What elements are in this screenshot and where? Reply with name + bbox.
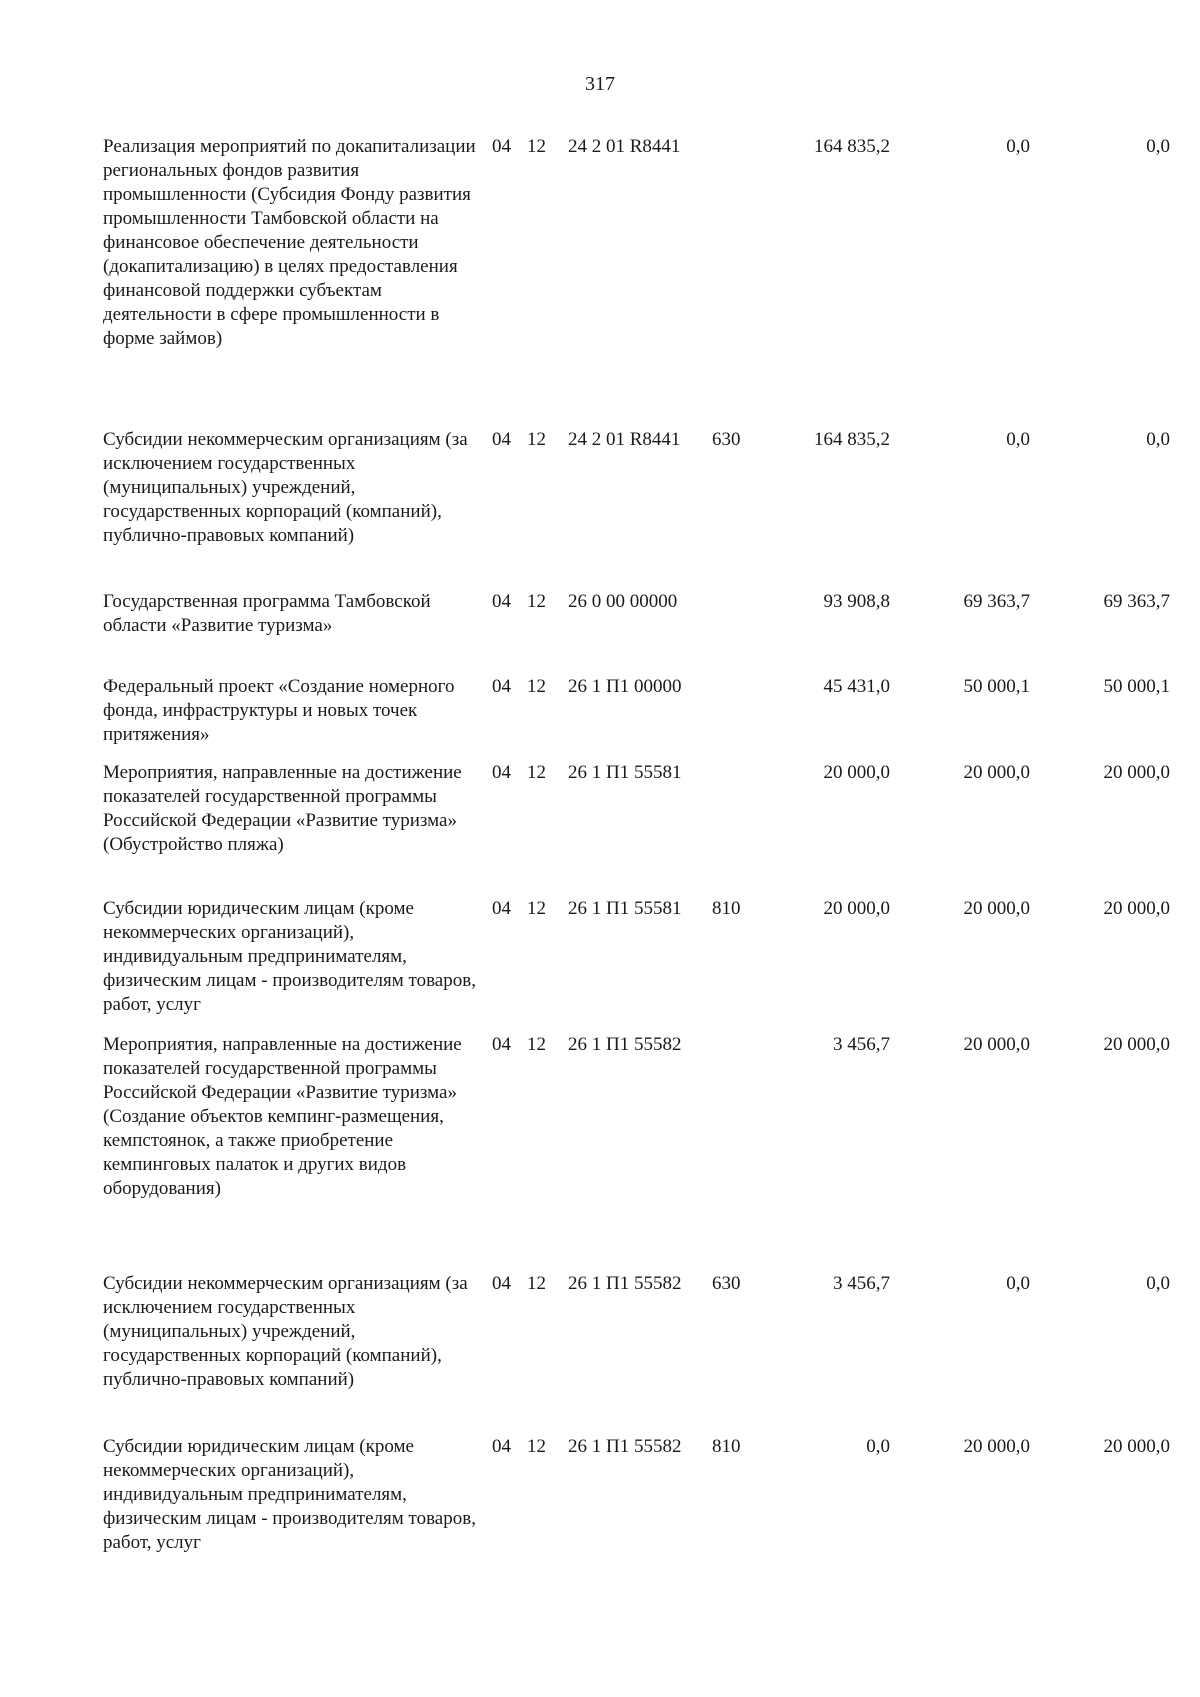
target-article-code: 26 1 П1 00000 [568,676,682,697]
section-code: 04 [492,676,511,697]
section-code: 04 [492,1436,511,1457]
subsection-code: 12 [527,1034,546,1055]
subsection-code: 12 [527,676,546,697]
amount-year-1: 3 456,7 [833,1273,890,1294]
amount-year-1: 164 835,2 [814,136,890,157]
expense-type-code: 810 [712,1436,741,1457]
amount-year-3: 20 000,0 [1103,762,1170,783]
expense-type-code: 810 [712,898,741,919]
section-code: 04 [492,591,511,612]
subsection-code: 12 [527,762,546,783]
expense-type-code: 630 [712,1273,741,1294]
target-article-code: 26 0 00 00000 [568,591,678,612]
row-description: Государственная программа Тамбовской области «Развитие туризма» [103,591,431,636]
subsection-code: 12 [527,898,546,919]
amount-year-2: 0,0 [1006,429,1030,450]
target-article-code: 26 1 П1 55582 [568,1034,682,1055]
target-article-code: 26 1 П1 55581 [568,762,682,783]
section-code: 04 [492,136,511,157]
amount-year-1: 3 456,7 [833,1034,890,1055]
amount-year-1: 20 000,0 [823,898,890,919]
row-description: Мероприятия, направленные на достижение показателей государственной программы Российской Федерации «Развитие туризма» (Создание объектов кемпинг-размещения, кемпстоянок, а также приобретение кемпинговых палаток и других видов оборудования) [103,1034,462,1199]
section-code: 04 [492,429,511,450]
expense-type-code: 630 [712,429,741,450]
target-article-code: 24 2 01 R8441 [568,136,681,157]
row-description: Реализация мероприятий по докапитализации региональных фондов развития промышленности (Субсидия Фонду развития промышленности Тамбовской области на финансовое обеспечение деятельности (докапитализацию) в целях предоставления финансовой поддержки субъектам деятельности в сфере промышленности в форме займов) [103,136,476,349]
target-article-code: 26 1 П1 55582 [568,1273,682,1294]
target-article-code: 26 1 П1 55582 [568,1436,682,1457]
row-description: Субсидии некоммерческим организациям (за исключением государственных (муниципальных) учреждений, государственных корпораций (компаний), публично-правовых компаний) [103,429,468,546]
amount-year-1: 0,0 [866,1436,890,1457]
amount-year-3: 20 000,0 [1103,898,1170,919]
amount-year-2: 50 000,1 [963,676,1030,697]
amount-year-3: 0,0 [1146,429,1170,450]
target-article-code: 24 2 01 R8441 [568,429,681,450]
amount-year-3: 69 363,7 [1103,591,1170,612]
amount-year-3: 0,0 [1146,136,1170,157]
amount-year-2: 20 000,0 [963,898,1030,919]
amount-year-3: 20 000,0 [1103,1034,1170,1055]
amount-year-1: 45 431,0 [823,676,890,697]
page-number: 317 [585,73,615,95]
amount-year-2: 20 000,0 [963,1034,1030,1055]
subsection-code: 12 [527,1436,546,1457]
amount-year-2: 0,0 [1006,1273,1030,1294]
amount-year-2: 0,0 [1006,136,1030,157]
subsection-code: 12 [527,429,546,450]
row-description: Субсидии юридическим лицам (кроме некоммерческих организаций), индивидуальным предпринимателям, физическим лицам - производителям товаров, работ, услуг [103,1436,476,1553]
section-code: 04 [492,1034,511,1055]
amount-year-3: 0,0 [1146,1273,1170,1294]
amount-year-1: 164 835,2 [814,429,890,450]
subsection-code: 12 [527,591,546,612]
row-description: Субсидии юридическим лицам (кроме некоммерческих организаций), индивидуальным предпринимателям, физическим лицам - производителям товаров, работ, услуг [103,898,476,1015]
amount-year-2: 20 000,0 [963,1436,1030,1457]
amount-year-1: 20 000,0 [823,762,890,783]
amount-year-2: 20 000,0 [963,762,1030,783]
row-description: Мероприятия, направленные на достижение показателей государственной программы Российской Федерации «Развитие туризма» (Обустройство пляжа) [103,762,462,855]
section-code: 04 [492,898,511,919]
section-code: 04 [492,1273,511,1294]
subsection-code: 12 [527,1273,546,1294]
amount-year-2: 69 363,7 [963,591,1030,612]
target-article-code: 26 1 П1 55581 [568,898,682,919]
subsection-code: 12 [527,136,546,157]
amount-year-3: 50 000,1 [1103,676,1170,697]
section-code: 04 [492,762,511,783]
row-description: Субсидии некоммерческим организациям (за исключением государственных (муниципальных) учреждений, государственных корпораций (компаний), публично-правовых компаний) [103,1273,468,1390]
amount-year-1: 93 908,8 [823,591,890,612]
row-description: Федеральный проект «Создание номерного фонда, инфраструктуры и новых точек притяжения» [103,676,455,745]
amount-year-3: 20 000,0 [1103,1436,1170,1457]
